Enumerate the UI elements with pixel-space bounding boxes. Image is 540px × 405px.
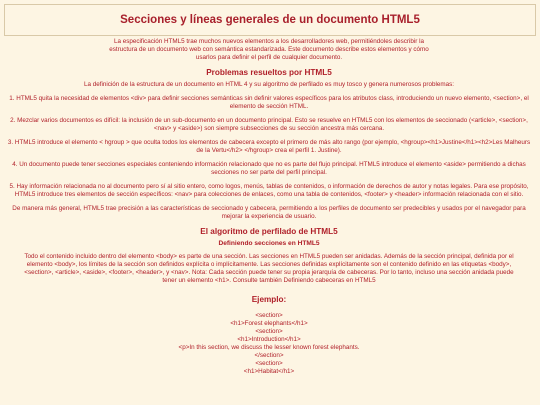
problems-lead: La definición de la estructura de un documento en HTML 4 y su algoritmo de perfilado es muy tosco y genera numerosos problemas: — [83, 81, 455, 88]
example-code — [4, 312, 534, 376]
code-line: <h1>Forest elephants</h1> — [230, 320, 308, 327]
code-line: <section> — [255, 312, 283, 319]
problem-item-1: 1. HTML5 quita la necesidad de elementos <div> para definir secciones semánticas sin definir valores específicos para los atributos class, introduciendo un nuevo elemento, <section>, el elemento de sección HTML. — [9, 95, 529, 110]
problem-item-2: 2. Mezclar varios documentos es difícil: la inclusión de un sub-documento en un documento principal. Esto se resuelve en HTML5 con los elementos de seccionado (<article>, <section>, <nav> y <aside>) son siempre subsecciones de su sección ancestra más cercana. — [10, 117, 528, 132]
code-line: <section> — [255, 328, 283, 335]
algorithm-heading: El algoritmo de perfilado de HTML5 — [200, 227, 338, 236]
problems-summary: De manera más general, HTML5 trae precisión a las características de seccionado y cabecera, permitiendo a los perfiles de documento ser predecibles y usados por el navegador para mejorar la experiencia de usuario. — [12, 205, 526, 220]
code-line: <section> — [255, 360, 283, 367]
problem-item-3: 3. HTML5 introduce el elemento < hgroup > que oculta todos los elementos de cabecera excepto el primero de más alto rango (por ejemplo, <hgroup><h1>Justine</h1><h2>Les Malheurs de la Vertu</h2> </hgroup> crea el perfil 1. Justine). — [7, 139, 531, 154]
code-line: <h1>Introduction</h1> — [237, 336, 301, 343]
main-content — [4, 38, 534, 405]
code-line: </section> — [254, 352, 284, 359]
intro-paragraph: La especificación HTML5 trae muchos nuevos elementos a los desarrolladores web, permitiéndoles describir la estructura de un documento web con semántica estandarizada. Este documento describe estos elementos y cómo usarlos para definir el perfil de cualquier documento. — [109, 38, 429, 61]
page-header — [4, 4, 536, 36]
algorithm-subheading: Definiendo secciones en HTML5 — [218, 240, 320, 247]
algorithm-body: Todo el contenido incluido dentro del elemento <body> es parte de una sección. Las secciones en HTML5 pueden ser anidadas. Además de la sección principal, definida por el elemento <body>, los límites de la sección son definidos explícita o implícitamente. Las secciones definidas explícitamente son el contenido definido en las etiquetas <body>, <section>, <article>, <aside>, <footer>, <header>, y <nav>. Nota: Cada sección puede tener su propia jerarquía de cabeceras. Por lo tanto, incluso una sección anidada puede tener un elemento <h1>. Consulte también Definiendo cabeceras en HTML5 — [24, 253, 514, 284]
problem-item-4: 4. Un documento puede tener secciones especiales conteniendo información relacionado que no es parte del flujo principal. HTML5 introduce el elemento <aside> permitiendo a dichas secciones no ser parte del perfil principal. — [12, 161, 526, 176]
example-heading: Ejemplo: — [251, 295, 287, 304]
code-line: <p>In this section, we discuss the lesser known forest elephants. — [178, 344, 360, 351]
problem-item-5: 5. Hay información relacionada no al documento pero sí al sitio entero, como logos, menús, tablas de contenidos, o información de derechos de autor y notas legales. Para ese propósito, HTML5 introduce tres elementos de sección específicos: <nav> para colecciones de enlaces, como una tabla de contenidos, <footer> y <header> información relacionada con el sitio. — [9, 183, 529, 198]
problems-heading: Problemas resueltos por HTML5 — [206, 68, 332, 77]
page-title: Secciones y líneas generales de un documento HTML5 — [120, 14, 420, 26]
code-line: <h1>Habitat</h1> — [243, 368, 295, 375]
